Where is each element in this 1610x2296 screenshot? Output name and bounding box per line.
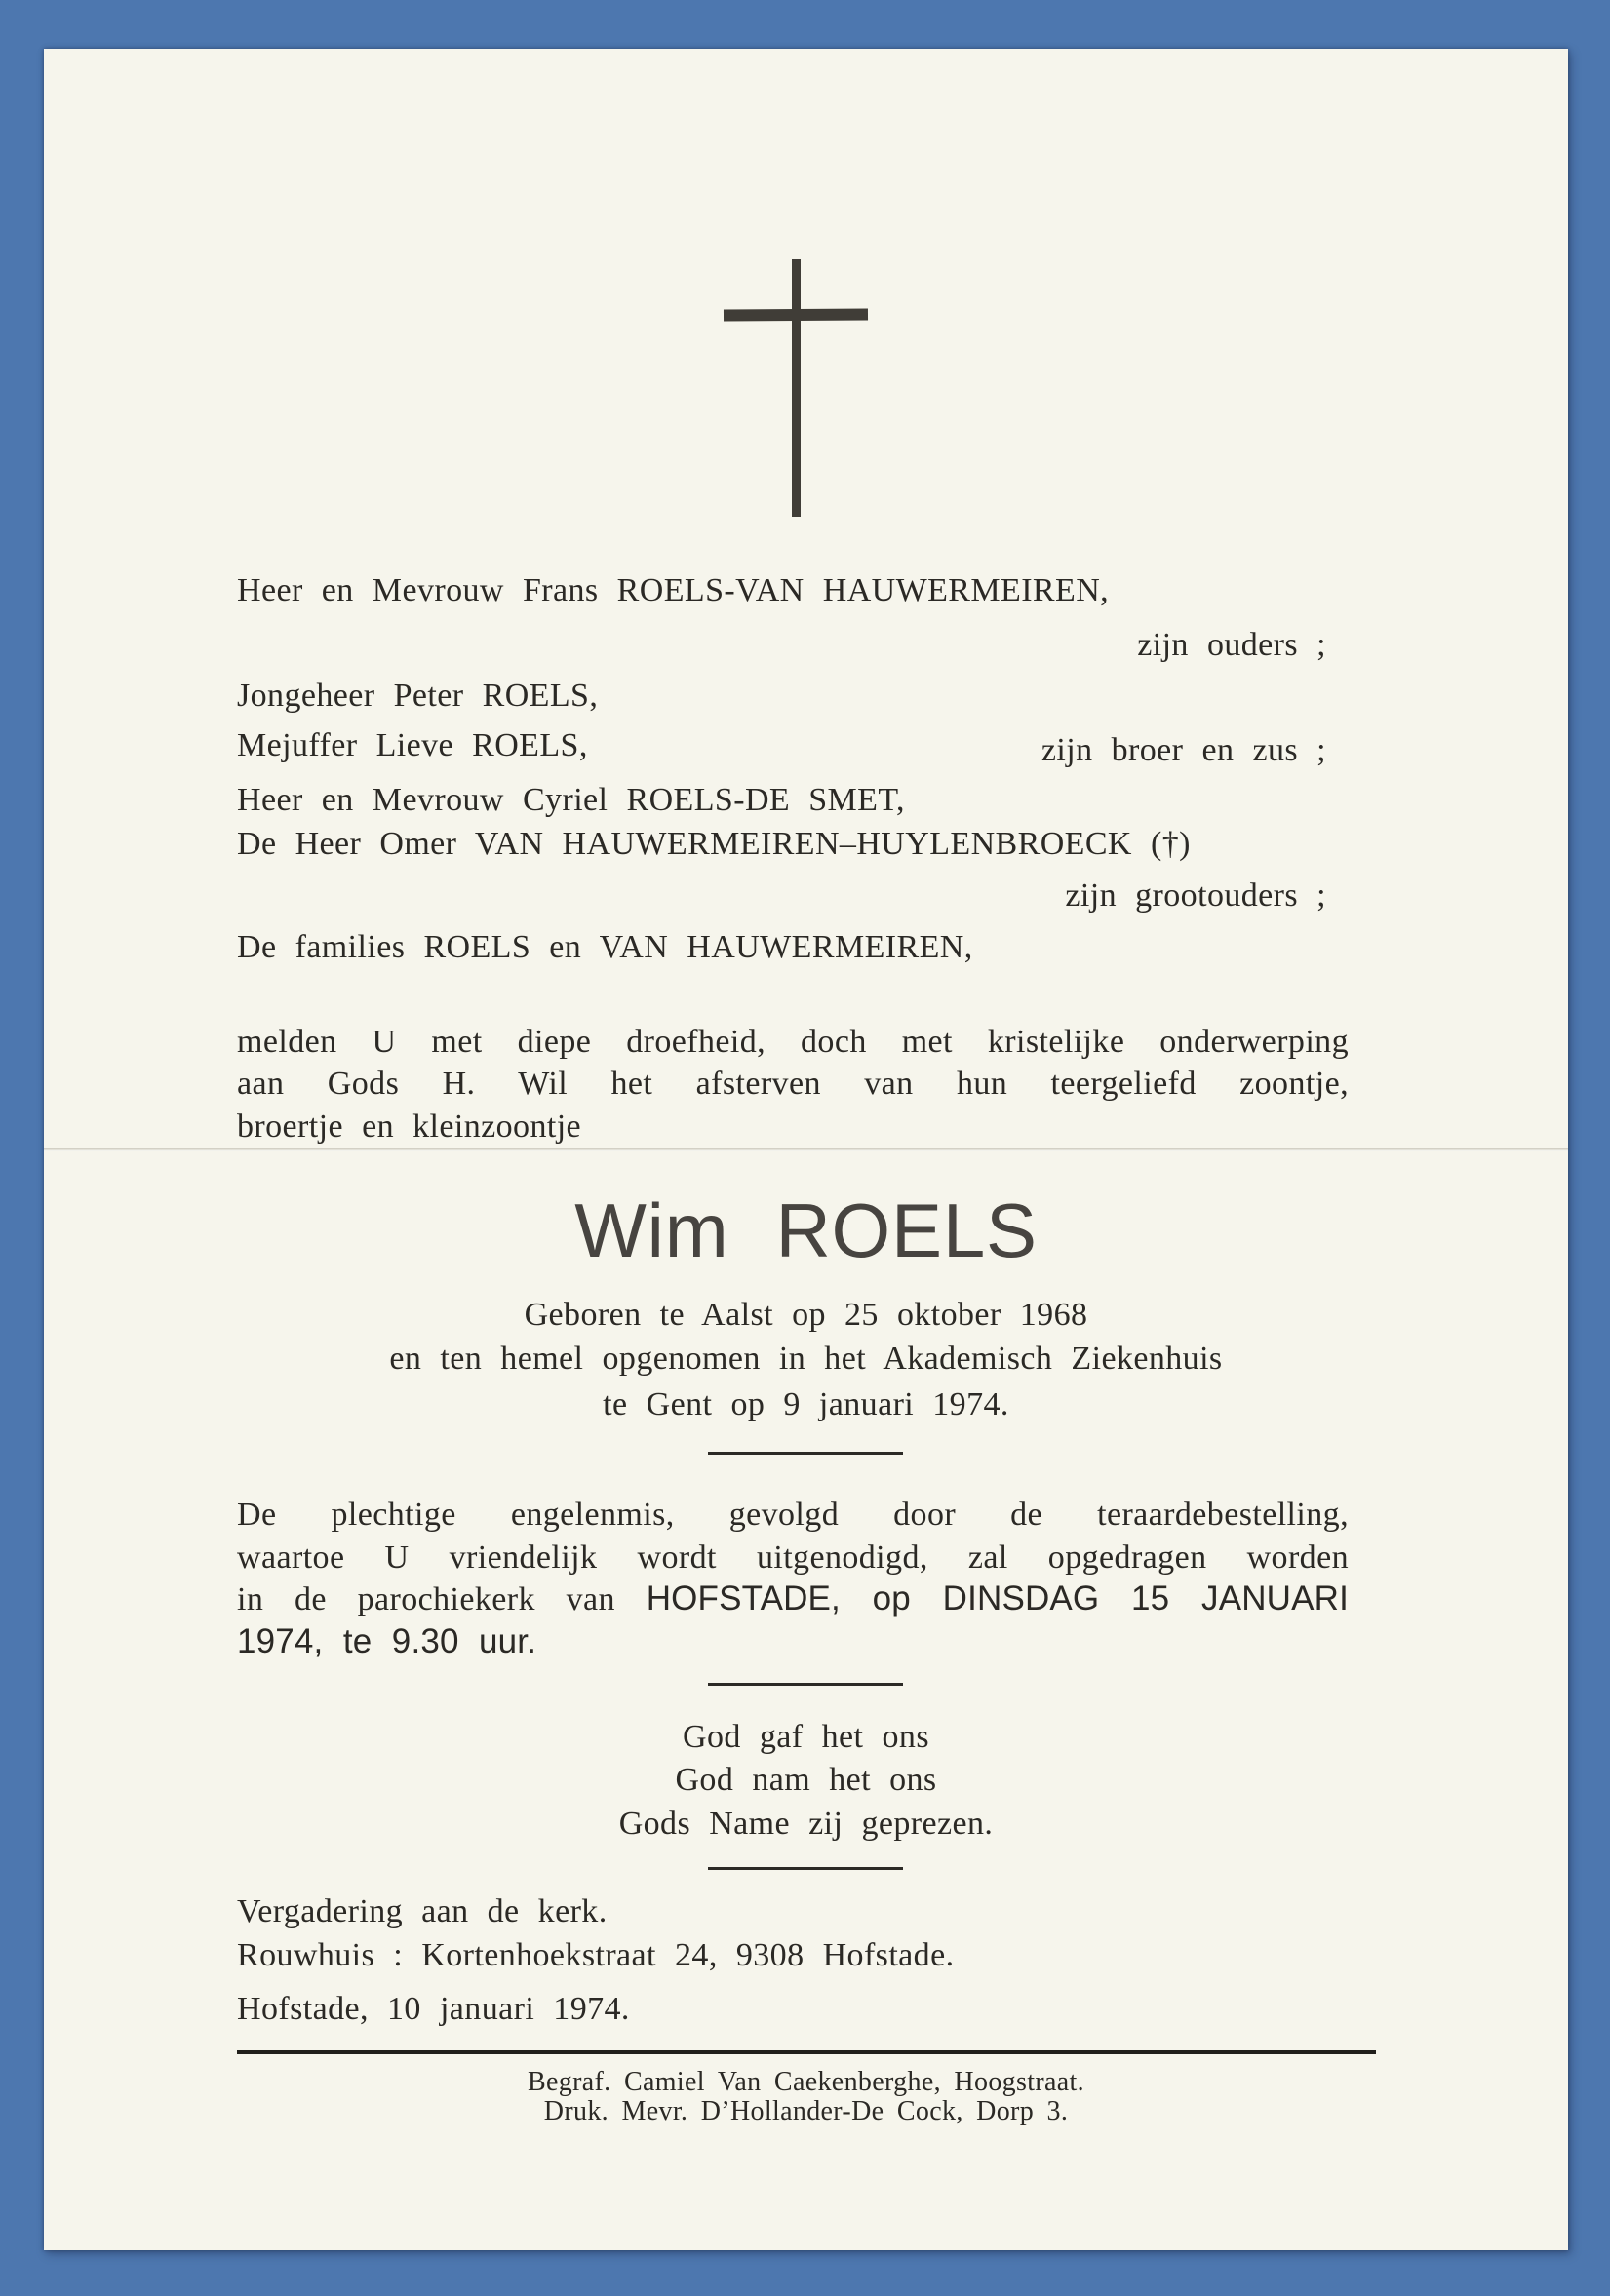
grandparents-line-2: De Heer Omer VAN HAUWERMEIREN–HUYLENBROECK (†) <box>237 826 1191 862</box>
latin-cross-vertical-bar <box>792 259 801 517</box>
notice-line-3: broertje en kleinzoontje <box>237 1109 582 1145</box>
families-line: De families ROELS en VAN HAUWERMEIREN, <box>237 929 973 965</box>
prayer-line-3: Gods Name zij geprezen. <box>618 1806 994 1842</box>
gathering-line: Vergadering aan de kerk. <box>237 1893 608 1929</box>
latin-cross-horizontal-bar <box>724 308 868 321</box>
service-line-3 <box>237 1579 1349 1618</box>
deceased-first-name: Wim <box>574 1187 729 1273</box>
grandparents-relation-label: zijn grootouders ; <box>1065 877 1326 914</box>
notice-line-2: aan Gods H. Wil het afsterven van hun teergeliefd zoontje, <box>237 1066 1349 1102</box>
section-divider-2 <box>708 1683 903 1686</box>
notice-line-1: melden U met diepe droefheid, doch met kristelijke onderwerping <box>237 1024 1349 1060</box>
fold-crease <box>44 1148 1568 1151</box>
parents-line: Heer en Mevrouw Frans ROELS-VAN HAUWERMEIREN, <box>237 572 1110 608</box>
mourning-card-paper <box>44 49 1568 2250</box>
grandparents-line-1: Heer en Mevrouw Cyriel ROELS-DE SMET, <box>237 782 905 818</box>
born-line: Geboren te Aalst op 25 oktober 1968 <box>524 1297 1088 1333</box>
prayer-line-1: God gaf het ons <box>683 1719 929 1755</box>
undertaker-credit: Begraf. Camiel Van Caekenberghe, Hoogstraat. <box>527 2067 1084 2097</box>
brother-line: Jongeheer Peter ROELS, <box>237 678 599 714</box>
mourning-house-line: Rouwhuis : Kortenhoekstraat 24, 9308 Hofstade. <box>237 1937 955 1973</box>
sister-line: Mejuffer Lieve ROELS, <box>237 727 588 763</box>
printer-credit: Druk. Mevr. D’Hollander-De Cock, Dorp 3. <box>543 2096 1069 2126</box>
service-line-2: waartoe U vriendelijk wordt uitgenodigd, zal opgedragen worden <box>237 1539 1349 1576</box>
section-divider-1 <box>708 1452 903 1455</box>
siblings-relation-label: zijn broer en zus ; <box>1041 732 1326 768</box>
parents-relation-label: zijn ouders ; <box>1137 627 1326 663</box>
service-line-1: De plechtige engelenmis, gevolgd door de teraardebestelling, <box>237 1497 1349 1533</box>
deceased-last-name: ROELS <box>775 1187 1038 1273</box>
section-divider-3 <box>708 1867 903 1870</box>
footer-rule <box>237 2050 1376 2054</box>
prayer-line-2: God nam het ons <box>675 1762 937 1798</box>
died-line-1: en ten hemel opgenomen in het Akademisch Ziekenhuis <box>389 1341 1223 1377</box>
service-line-3-church-part: in de parochiekerk van <box>237 1581 615 1617</box>
dateline: Hofstade, 10 januari 1974. <box>237 1991 630 2027</box>
died-line-2: te Gent op 9 januari 1974. <box>603 1386 1009 1422</box>
deceased-name-line <box>44 1187 1568 1275</box>
service-line-3-date-part: HOFSTADE, op DINSDAG 15 JANUARI <box>646 1579 1349 1617</box>
service-line-4: 1974, te 9.30 uur. <box>237 1622 537 1660</box>
